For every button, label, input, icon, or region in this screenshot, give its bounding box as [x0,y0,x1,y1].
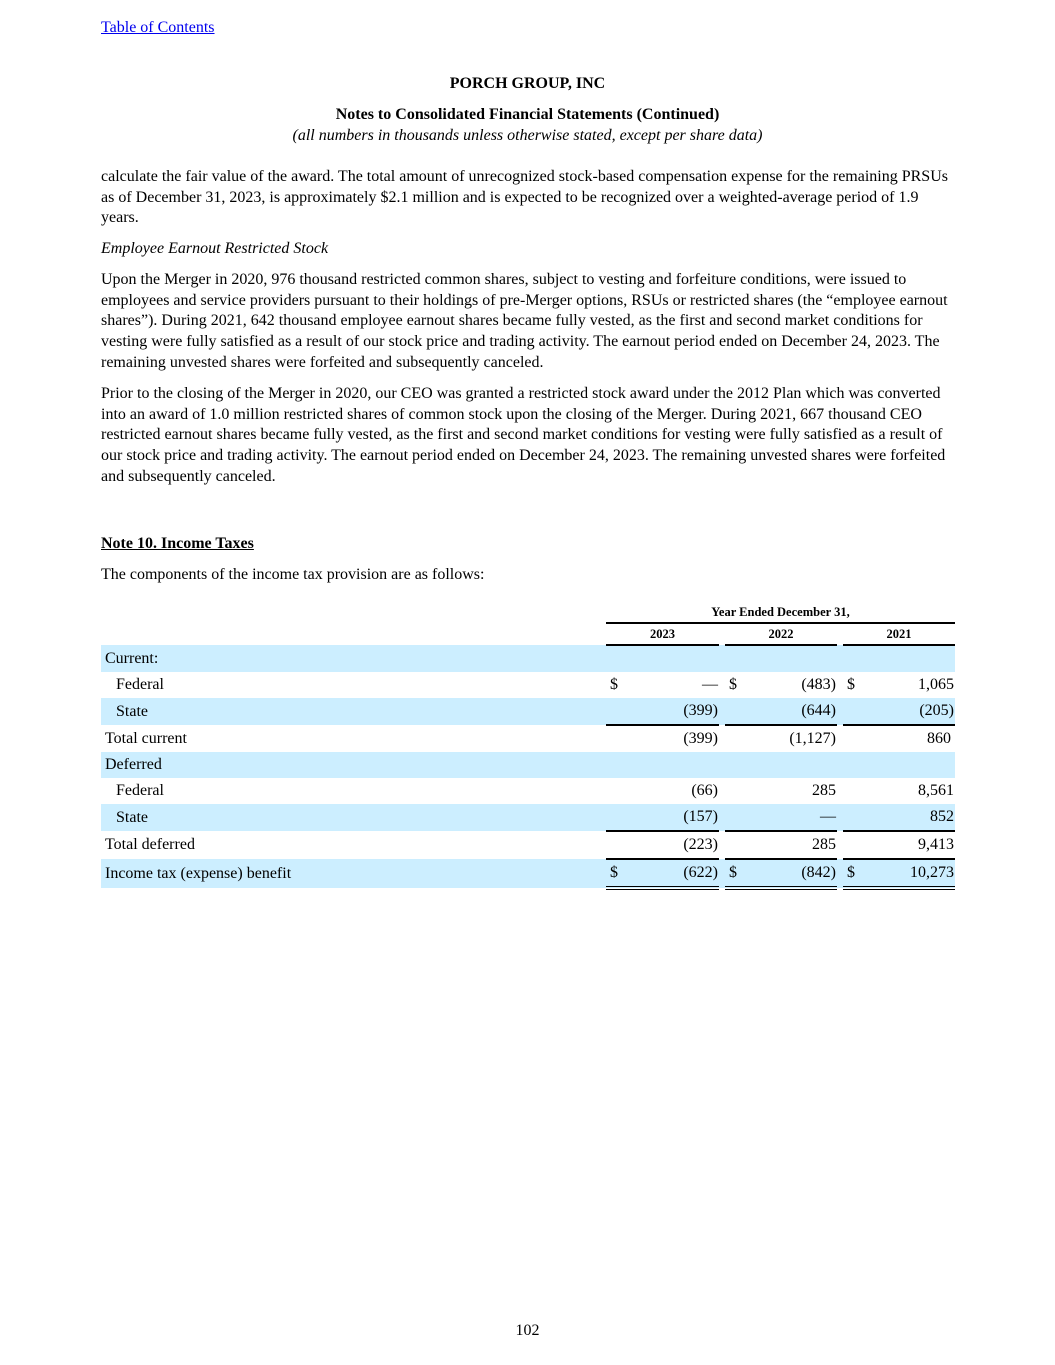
row-label: State [101,804,606,831]
table-header-period [101,602,955,623]
row-label: Total deferred [105,836,195,853]
table-header-years [101,623,955,645]
row-label: Deferred [101,752,606,778]
column-header-2021: 2021 [843,623,955,645]
currency-symbol: $ [606,859,624,888]
column-header-2023: 2023 [606,623,719,645]
company-name: PORCH GROUP, INC [449,75,606,92]
table-row [101,725,955,752]
row-label: Current: [101,645,606,672]
table-intro: The components of the income tax provision are as follows: [101,566,485,583]
table-row [101,698,955,725]
income-tax-table [101,602,955,890]
cell-2021: 9,413 [861,831,955,859]
cell-2021: 10,273 [861,859,955,888]
page-subtitle: (all numbers in thousands unless otherwise stated, except per share data) [292,127,763,144]
cell-2022: (644) [743,698,837,725]
table-row [101,752,955,778]
note-heading: Note 10. Income Taxes [101,535,254,552]
cell-2021: 8,561 [918,782,954,799]
row-label: Federal [116,676,164,693]
column-header-2022: 2022 [725,623,837,645]
cell-2023: (223) [624,831,719,859]
row-label: Federal [116,782,164,799]
table-row [101,804,955,831]
cell-2021: 860 [927,730,951,747]
table-row [101,831,955,859]
cell-2023: (399) [624,698,719,725]
cell-2021: (205) [861,698,955,725]
currency-symbol: $ [725,859,743,888]
paragraph-employee-earnout: Upon the Merger in 2020, 976 thousand restricted common shares, subject to vesting and forfeiture conditions, were issued to employees and service providers pursuant to their holdings of pre-Merger options, RSUs or restricted shares (the “employee earnout shares”). During 2021, 642 thousand employee earnout shares became fully vested, as the first and second market conditions for vesting were fully satisfied as a result of our stock price and trading activity. The earnout period ended on December 24, 2023. The remaining unvested shares were forfeited and subsequently canceled. [101,271,948,371]
row-label: Income tax (expense) benefit [101,859,606,888]
table-row [101,672,955,698]
cell-2023: (66) [691,782,718,799]
paragraph-ceo-earnout: Prior to the closing of the Merger in 2020, our CEO was granted a restricted stock award under the 2012 Plan which was converted into an award of 1.0 million restricted shares of common stock upon the closing of the Merger. During 2021, 667 thousand CEO restricted earnout shares became fully vested, as the first and second market conditions for vesting were fully satisfied as a result of our stock price and trading activity. The earnout period ended on December 24, 2023. The remaining unvested shares were forfeited and subsequently canceled. [101,385,946,485]
paragraph-prsu-expense: calculate the fair value of the award. The total amount of unrecognized stock-based compensation expense for the remaining PRSUs as of December 31, 2023, is approximately $2.1 million and is expected to be recognized over a weighted-average period of 1.9 years. [101,168,948,227]
subheading-earnout-stock: Employee Earnout Restricted Stock [101,240,329,257]
cell-2023: (157) [624,804,719,831]
table-row [101,778,955,804]
cell-2022: — [743,804,837,831]
cell-2022: (842) [743,859,837,888]
page-number: 102 [515,1322,540,1339]
cell-2022: (1,127) [789,730,836,747]
cell-2023: (399) [683,730,718,747]
table-row-total [101,859,955,888]
cell-2022: (483) [801,676,836,693]
cell-2021: 852 [861,804,955,831]
cell-2022: 285 [743,831,837,859]
cell-2021: 1,065 [918,676,954,693]
cell-2023: — [702,676,718,693]
row-label: State [101,698,606,725]
cell-2023: (622) [624,859,719,888]
currency-symbol: $ [847,676,855,693]
period-header: Year Ended December 31, [606,602,955,623]
cell-2022: 285 [812,782,836,799]
currency-symbol: $ [729,676,737,693]
currency-symbol: $ [843,859,861,888]
page-title: Notes to Consolidated Financial Statements (Continued) [335,106,720,123]
table-of-contents-link[interactable]: Table of Contents [101,19,215,36]
table-row [101,645,955,672]
row-label: Total current [105,729,187,747]
currency-symbol: $ [610,676,618,693]
